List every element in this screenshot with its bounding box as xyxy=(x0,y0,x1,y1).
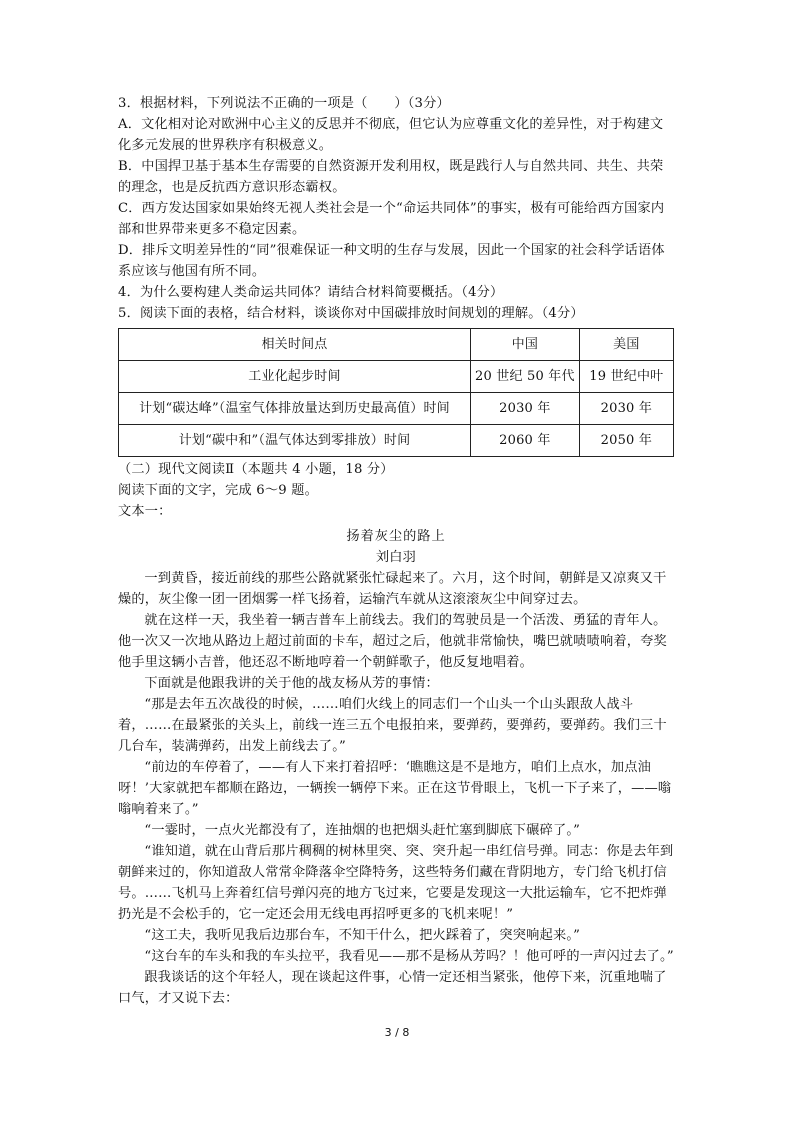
question-4: 4．为什么要构建人类命运共同体？请结合材料简要概括。（4分） xyxy=(118,285,504,300)
section-instruction: 阅读下面的文字，完成 6～9 题。 xyxy=(118,483,319,498)
table-header-row xyxy=(119,329,674,361)
article-title: 扬着灰尘的路上 xyxy=(346,529,446,544)
question-3-option-d: D．排斥文明差异性的“同”很难保证一种文明的生存与发展，因此一个国家的社会科学话语体系应该与他国有所不同。 xyxy=(118,243,665,279)
table-header-cell: 中国 xyxy=(471,329,580,361)
article-paragraph: 下面就是他跟我讲的关于他的战友杨从芳的事情： xyxy=(144,676,439,691)
table-header-cell: 相关时间点 xyxy=(119,329,471,361)
article-paragraph: “这工夫，我听见我后边那台车，不知干什么，把火踩着了，突突响起来。” xyxy=(144,928,581,943)
table-cell: 计划“碳中和”（温气体达到零排放）时间 xyxy=(119,425,471,457)
article-paragraph: 一到黄昏，接近前线的那些公路就紧张忙碌起来了。六月，这个时间，朝鲜是又凉爽又干燥的，灰尘像一团一团烟雾一样飞扬着，运输汽车就从这滚滚灰尘中间穿过去。 xyxy=(118,571,667,607)
question-3-stem: 3．根据材料，下列说法不正确的一项是（ ）（3分） xyxy=(118,96,450,111)
table-row xyxy=(119,393,674,425)
section-heading: （二）现代文阅读Ⅱ（本题共 4 小题，18 分） xyxy=(118,462,394,477)
article-paragraph: “一霎时，一点火光都没有了，连抽烟的也把烟头赶忙塞到脚底下碾碎了。” xyxy=(144,823,581,838)
article-author: 刘白羽 xyxy=(375,550,417,565)
article-paragraph: “那是去年五次战役的时候，……咱们火线上的同志们一个山头一个山头跟敌人战斗着，……在最紧张的关头上，前线一连三五个电报拍来，要弹药，要弹药，要弹药。我们三十几台车，装满弹药，出发上前线去了。” xyxy=(118,697,667,754)
table-cell: 工业化起步时间 xyxy=(119,361,471,393)
page-content xyxy=(118,93,674,1009)
table-cell: 19 世纪中叶 xyxy=(579,361,673,393)
carbon-timeline-table xyxy=(118,328,674,457)
article-paragraph: “谁知道，就在山背后那片稠稠的树林里突、突、突升起一串红信号弹。同志：你是去年到朝鲜来过的，你知道敌人常常伞降落伞空降特务，这些特务们藏在背阴地方，专门给飞机打信号。……飞机马上奔着红信号弹闪亮的地方飞过来，它要是发现这一大批运输车，它不把炸弹扔光是不会松手的，它一定还会用无线电再招呼更多的飞机来呢！” xyxy=(118,844,674,922)
article-paragraph: “前边的车停着了，——有人下来打着招呼：‘瞧瞧这是不是地方，咱们上点水，加点油呀！’大家就把车都顺在路边，一辆挨一辆停下来。正在这节骨眼上，飞机一下子来了，——嗡嗡响着来了。” xyxy=(118,760,672,817)
table-cell: 计划“碳达峰”（温室气体排放量达到历史最高值）时间 xyxy=(119,393,471,425)
question-3-option-b: B．中国捍卫基于基本生存需要的自然资源开发利用权，既是践行人与自然共同、共生、共荣的理念，也是反抗西方意识形态霸权。 xyxy=(118,159,664,195)
table-header-cell: 美国 xyxy=(579,329,673,361)
article-paragraph: 就在这样一天，我坐着一辆吉普车上前线去。我们的驾驶员是一个活泼、勇猛的青年人。他一次又一次地从路边上超过前面的卡车，超过之后，他就非常愉快，嘴巴就啧啧响着，夸奖他手里这辆小吉普，他还忍不断地哼着一个朝鲜歌子，他反复地唱着。 xyxy=(118,613,667,670)
table-row xyxy=(119,425,674,457)
text-label: 文本一： xyxy=(118,504,172,519)
table-cell: 2030 年 xyxy=(471,393,580,425)
page-number: 3 / 8 xyxy=(384,1026,410,1039)
table-row xyxy=(119,361,674,393)
table-cell: 20 世纪 50 年代 xyxy=(471,361,580,393)
question-5: 5．阅读下面的表格，结合材料，谈谈你对中国碳排放时间规划的理解。（4分） xyxy=(118,306,584,321)
article-paragraph: “这台车的车头和我的车头拉平，我看见——那不是杨从芳吗？！他可呼的一声闪过去了。” xyxy=(144,949,674,964)
table-cell: 2050 年 xyxy=(579,425,673,457)
table-cell: 2060 年 xyxy=(471,425,580,457)
table-cell: 2030 年 xyxy=(579,393,673,425)
question-3-option-a: A．文化相对论对欧洲中心主义的反思并不彻底，但它认为应尊重文化的差异性，对于构建文化多元发展的世界秩序有积极意义。 xyxy=(118,117,664,153)
question-3-option-c: C．西方发达国家如果始终无视人类社会是一个“命运共同体”的事实，极有可能给西方国家内部和世界带来更多不稳定因素。 xyxy=(118,201,665,237)
article-paragraph: 跟我谈话的这个年轻人，现在谈起这件事，心情一定还相当紧张，他停下来，沉重地喘了口气，才又说下去： xyxy=(118,970,667,1006)
